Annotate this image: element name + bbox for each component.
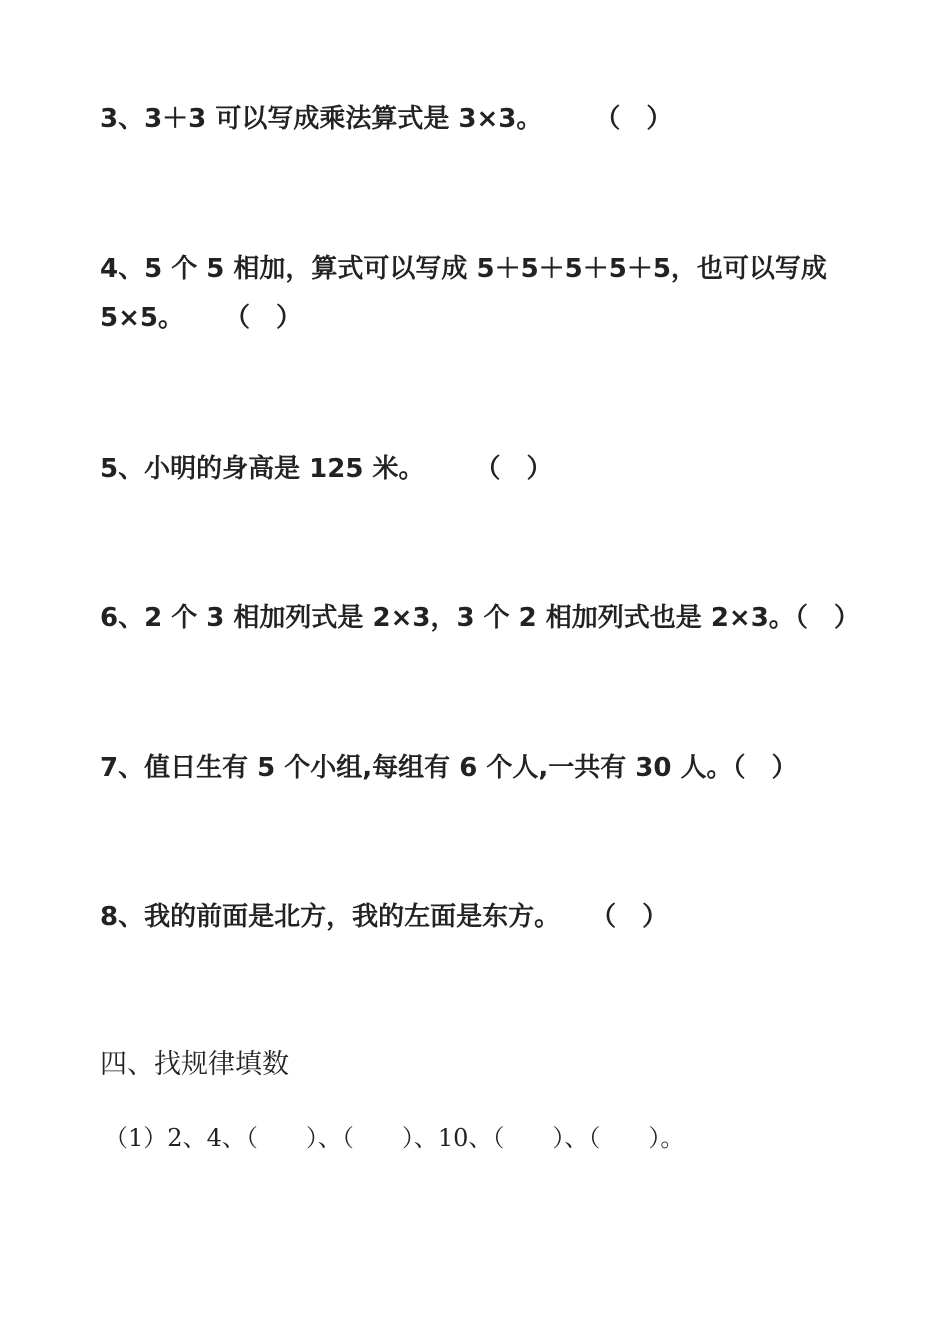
sequence-blank[interactable]: （ ） xyxy=(341,1124,414,1152)
sequence-separator: 、 xyxy=(317,1124,342,1152)
question-text: 5×5。 xyxy=(100,303,184,333)
question-text: 7、值日生有 5 个小组,每组有 6 个人,一共有 30 人。 xyxy=(100,753,733,783)
question-7 xyxy=(100,748,798,788)
sequence-item: 2 xyxy=(167,1124,183,1152)
sequence-separator: 、 xyxy=(564,1124,589,1152)
sequence-item: 10 xyxy=(437,1124,469,1152)
question-text: 8、我的前面是北方，我的左面是东方。 xyxy=(100,902,561,932)
sequence-separator: 、 xyxy=(221,1124,246,1152)
question-text: 5、小明的身高是 125 米。 xyxy=(100,454,425,484)
sequence-blank[interactable]: （ ） xyxy=(588,1124,661,1152)
sequence-separator: 、 xyxy=(413,1124,438,1152)
sequence-separator: 、 xyxy=(182,1124,207,1152)
sequence-separator: 、 xyxy=(468,1124,493,1152)
sequence-blank[interactable]: （ ） xyxy=(492,1124,565,1152)
question-text: 6、2 个 3 相加列式是 2×3，3 个 2 相加列式也是 2×3。 xyxy=(100,603,795,633)
question-4-line-1 xyxy=(100,249,827,289)
question-3 xyxy=(100,99,672,139)
question-4-line-2 xyxy=(100,298,302,338)
sequence-item: 4 xyxy=(206,1124,222,1152)
section-title: 四、找规律填数 xyxy=(100,1049,289,1080)
sequence-label: （1） xyxy=(104,1124,168,1152)
question-5 xyxy=(100,449,552,489)
answer-blank[interactable]: （ ） xyxy=(474,454,553,484)
answer-blank[interactable]: （ ） xyxy=(794,603,860,633)
sequence-end-mark: 。 xyxy=(660,1124,685,1152)
question-text: 3、3＋3 可以写成乘法算式是 3×3。 xyxy=(100,104,543,134)
sequence-question-1 xyxy=(104,1118,684,1158)
answer-blank[interactable]: （ ） xyxy=(594,104,673,134)
question-text: 4、5 个 5 相加，算式可以写成 5＋5＋5＋5＋5，也可以写成 xyxy=(100,254,827,284)
question-8 xyxy=(100,897,668,937)
answer-blank[interactable]: （ ） xyxy=(223,303,302,333)
answer-blank[interactable]: （ ） xyxy=(732,753,798,783)
sequence-blank[interactable]: （ ） xyxy=(245,1124,318,1152)
question-6 xyxy=(100,598,860,638)
answer-blank[interactable]: （ ） xyxy=(590,902,669,932)
